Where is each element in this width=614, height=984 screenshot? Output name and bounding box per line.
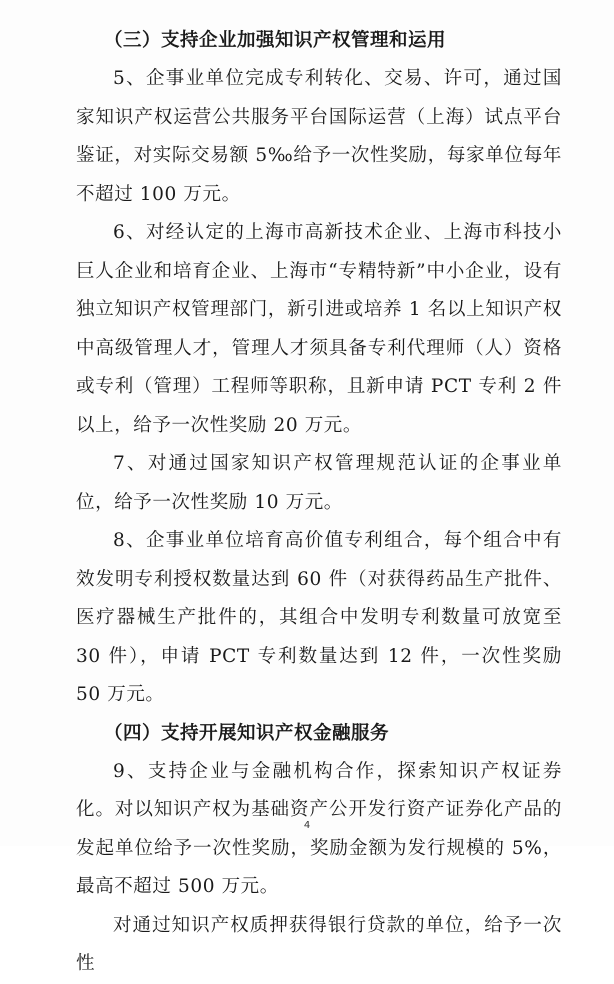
section-heading-3: （三）支持企业加强知识产权管理和运用 — [104, 30, 447, 51]
paragraph-pledge-loan: 对通过知识产权质押获得银行贷款的单位，给予一次性 — [76, 914, 562, 974]
paragraph-item-7: 7、对通过国家知识产权管理规范认证的企事业单位，给予一次性奖励 10 万元。 — [76, 453, 562, 513]
paragraph-item-6: 6、对经认定的上海市高新技术企业、上海市科技小巨人企业和培育企业、上海市“专精特新”中小企业，设有独立知识产权管理部门，新引进或培养 1 名以上知识产权中高级管理人才，管理人才须具备专利代理师（人）资格或专利（管理）工程师等职称，且新申请 PCT 专利 2 件以上，给予一次性奖励 20 万元。 — [76, 222, 562, 436]
document-body — [76, 22, 562, 984]
page-number: 4 — [303, 820, 311, 831]
section-heading-4: （四）支持开展知识产权金融服务 — [104, 722, 390, 744]
paragraph-item-8: 8、企事业单位培育高价值专利组合，每个组合中有效发明专利授权数量达到 60 件（对获得药品生产批件、医疗器械生产批件的，其组合中发明专利数量可放宽至 30 件），申请 PCT 专利数量达到 12 件，一次性奖励 50 万元。 — [76, 530, 562, 705]
paragraph-item-9: 9、支持企业与金融机构合作，探索知识产权证券化。对以知识产权为基础资产公开发行资产证券化产品的发起单位给予一次性奖励，奖励金额为发行规模的 5%，最高不超过 500 万元。 — [76, 760, 562, 897]
paragraph-item-5: 5、企事业单位完成专利转化、交易、许可，通过国家知识产权运营公共服务平台国际运营（上海）试点平台鉴证，对实际交易额 5‰给予一次性奖励，每家单位每年不超过 100 万元。 — [76, 68, 562, 205]
